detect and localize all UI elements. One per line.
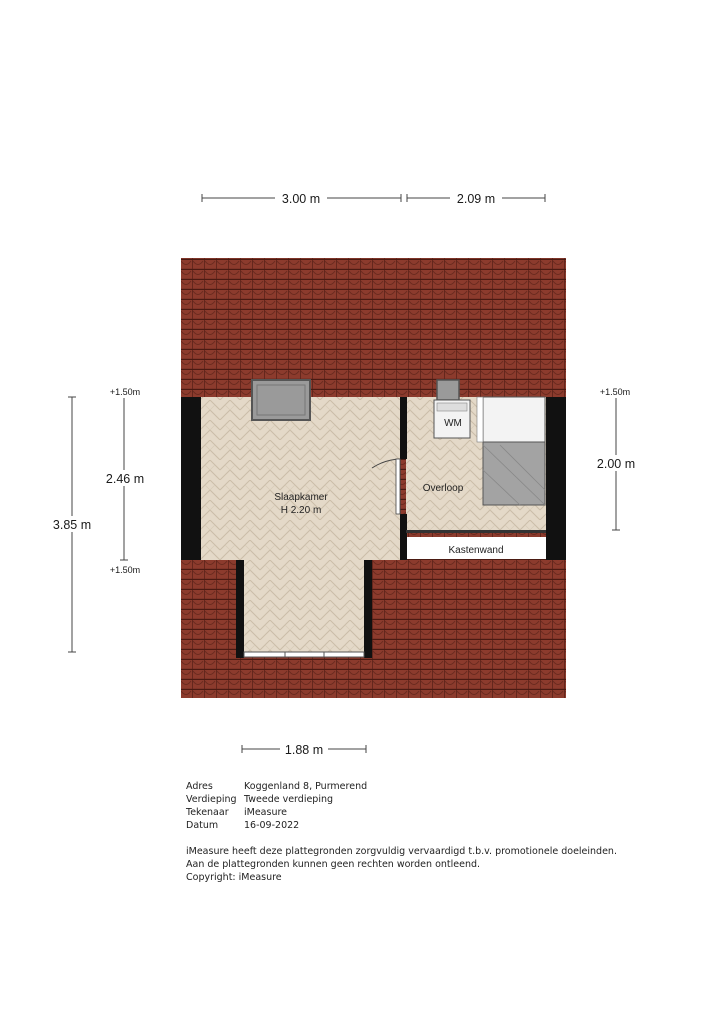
bedroom-dormer-floor: [244, 558, 364, 656]
plan-info: [186, 780, 367, 832]
wall-right: [546, 397, 566, 560]
disclaimer-line-1: iMeasure heeft deze plattegronden zorgvuldig vervaardigd t.b.v. promotionele doeleinden.: [186, 846, 617, 857]
info-row-floor: [186, 793, 367, 806]
info-row-drawer: [186, 806, 367, 819]
landing-label: Overloop: [422, 483, 464, 494]
dim-top-left: 3.00 m: [281, 192, 321, 206]
date-label: Datum: [186, 820, 219, 831]
info-row-address: [186, 780, 367, 793]
wall-middle: [400, 397, 407, 459]
address-label: Adres: [186, 781, 213, 792]
bedroom-height: H 2.20 m: [280, 505, 322, 516]
skylight: [252, 380, 310, 420]
date-value: 16-09-2022: [244, 820, 300, 831]
drawer-value: iMeasure: [244, 807, 288, 818]
bedroom-label: Slaapkamer: [274, 492, 328, 503]
mark-right-top: +1.50m: [599, 387, 631, 397]
dim-top-right: 2.09 m: [456, 192, 496, 206]
closet-wall-label: Kastenwand: [448, 545, 504, 556]
dim-right: 2.00 m: [596, 457, 636, 471]
bedroom-floor: [199, 397, 400, 560]
drawer-label: Tekenaar: [186, 807, 229, 818]
mark-left-bottom: +1.50m: [109, 565, 141, 575]
floor-label: Verdieping: [186, 794, 237, 805]
wall-dormer-right: [364, 560, 372, 658]
wall-left: [181, 397, 201, 560]
address-value: Koggenland 8, Purmerend: [244, 781, 368, 792]
wall-middle-lower: [400, 514, 407, 560]
disclaimer: [186, 845, 617, 884]
washing-machine-label: WM: [444, 418, 462, 429]
dim-left-outer: 3.85 m: [52, 518, 92, 532]
mark-left-top: +1.50m: [109, 387, 141, 397]
dim-bottom: 1.88 m: [284, 743, 324, 757]
wm-hood: [437, 380, 459, 400]
wall-floor-line: [406, 530, 546, 533]
window-dormer: [244, 652, 364, 657]
wall-dormer-left: [236, 560, 244, 658]
dim-left-inner: 2.46 m: [105, 472, 145, 486]
info-row-date: [186, 819, 367, 832]
floor-value: Tweede verdieping: [244, 794, 334, 805]
disclaimer-line-2: Aan de plattegronden kunnen geen rechten worden ontleend.: [186, 859, 481, 870]
copyright: Copyright: iMeasure: [186, 872, 282, 883]
